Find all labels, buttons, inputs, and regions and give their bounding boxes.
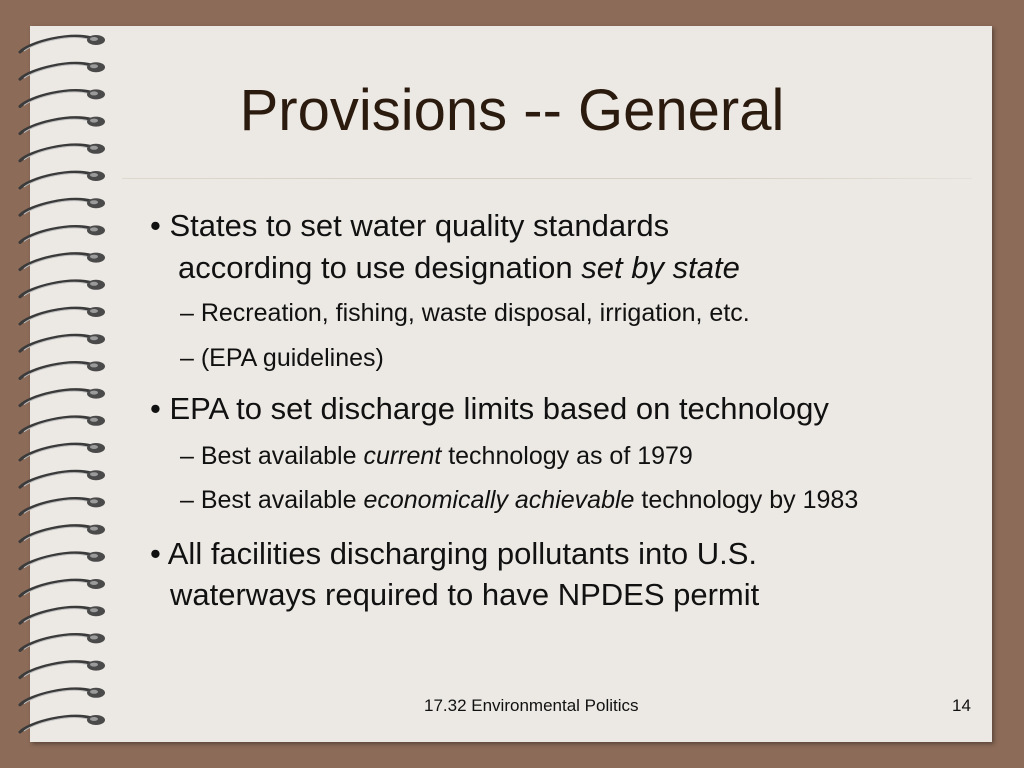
spiral-ring xyxy=(20,254,92,270)
footer-page-number: 14 xyxy=(952,696,971,715)
sub-bullet-2-2: – Best available economically achievable technology by 1983 xyxy=(180,486,859,514)
spiral-hole-shine xyxy=(90,173,98,177)
spiral-ring xyxy=(20,526,92,542)
spiral-hole-shine xyxy=(90,663,98,667)
spiral-hole-shine xyxy=(90,581,98,585)
spiral-hole-shine xyxy=(90,527,98,531)
spiral-hole-shine xyxy=(90,227,98,231)
spiral-ring xyxy=(20,716,92,732)
bullet-2-line-1: • EPA to set discharge limits based on technology xyxy=(150,391,829,426)
spiral-hole-shine xyxy=(90,499,98,503)
spiral-ring xyxy=(20,390,92,406)
spiral-ring xyxy=(20,689,92,705)
spiral-hole-shine xyxy=(90,309,98,313)
spiral-hole-shine xyxy=(90,635,98,639)
spiral-ring xyxy=(20,417,92,433)
spiral-hole-shine xyxy=(90,363,98,367)
spiral-ring xyxy=(20,363,92,379)
spiral-ring xyxy=(20,63,92,79)
spiral-ring xyxy=(20,471,92,487)
bullet-1-line-1: • States to set water quality standards xyxy=(150,208,670,243)
spiral-ring xyxy=(20,499,92,515)
bullet-3-line-2: waterways required to have NPDES permit xyxy=(170,577,760,612)
spiral-hole-shine xyxy=(90,554,98,558)
sub-bullet-2-1: – Best available current technology as of 1979 xyxy=(180,442,693,470)
spiral-ring xyxy=(20,145,92,161)
spiral-ring xyxy=(20,308,92,324)
bullet-3-line-1: • All facilities discharging pollutants into U.S. xyxy=(150,536,758,571)
footer-course: 17.32 Environmental Politics xyxy=(424,696,639,715)
spiral-hole-shine xyxy=(90,717,98,721)
spiral-ring xyxy=(20,444,92,460)
spiral-ring xyxy=(20,580,92,596)
spiral-ring xyxy=(20,227,92,243)
spiral-hole-shine xyxy=(90,472,98,476)
spiral-ring xyxy=(20,172,92,188)
title-divider xyxy=(122,178,972,179)
spiral-ring xyxy=(20,635,92,651)
spiral-hole-shine xyxy=(90,146,98,150)
spiral-ring xyxy=(20,335,92,351)
slide-title: Provisions -- General xyxy=(239,78,785,143)
bullet-1-line-2: according to use designation set by state xyxy=(178,250,740,285)
spiral-ring xyxy=(20,199,92,215)
spiral-hole-shine xyxy=(90,391,98,395)
spiral-ring xyxy=(20,36,92,52)
spiral-ring xyxy=(20,662,92,678)
spiral-hole-shine xyxy=(90,255,98,259)
spiral-hole-shine xyxy=(90,64,98,68)
sub-bullet-1-1: – Recreation, fishing, waste disposal, irrigation, etc. xyxy=(180,299,750,327)
spiral-ring xyxy=(20,607,92,623)
spiral-hole-shine xyxy=(90,37,98,41)
spiral-hole-shine xyxy=(90,282,98,286)
sub-bullet-1-2: – (EPA guidelines) xyxy=(180,344,384,372)
spiral-hole-shine xyxy=(90,418,98,422)
spiral-hole-shine xyxy=(90,200,98,204)
spiral-hole-shine xyxy=(90,608,98,612)
spiral-hole-shine xyxy=(90,690,98,694)
spiral-hole-shine xyxy=(90,445,98,449)
spiral-ring xyxy=(20,553,92,569)
spiral-ring xyxy=(20,281,92,297)
spiral-hole-shine xyxy=(90,336,98,340)
